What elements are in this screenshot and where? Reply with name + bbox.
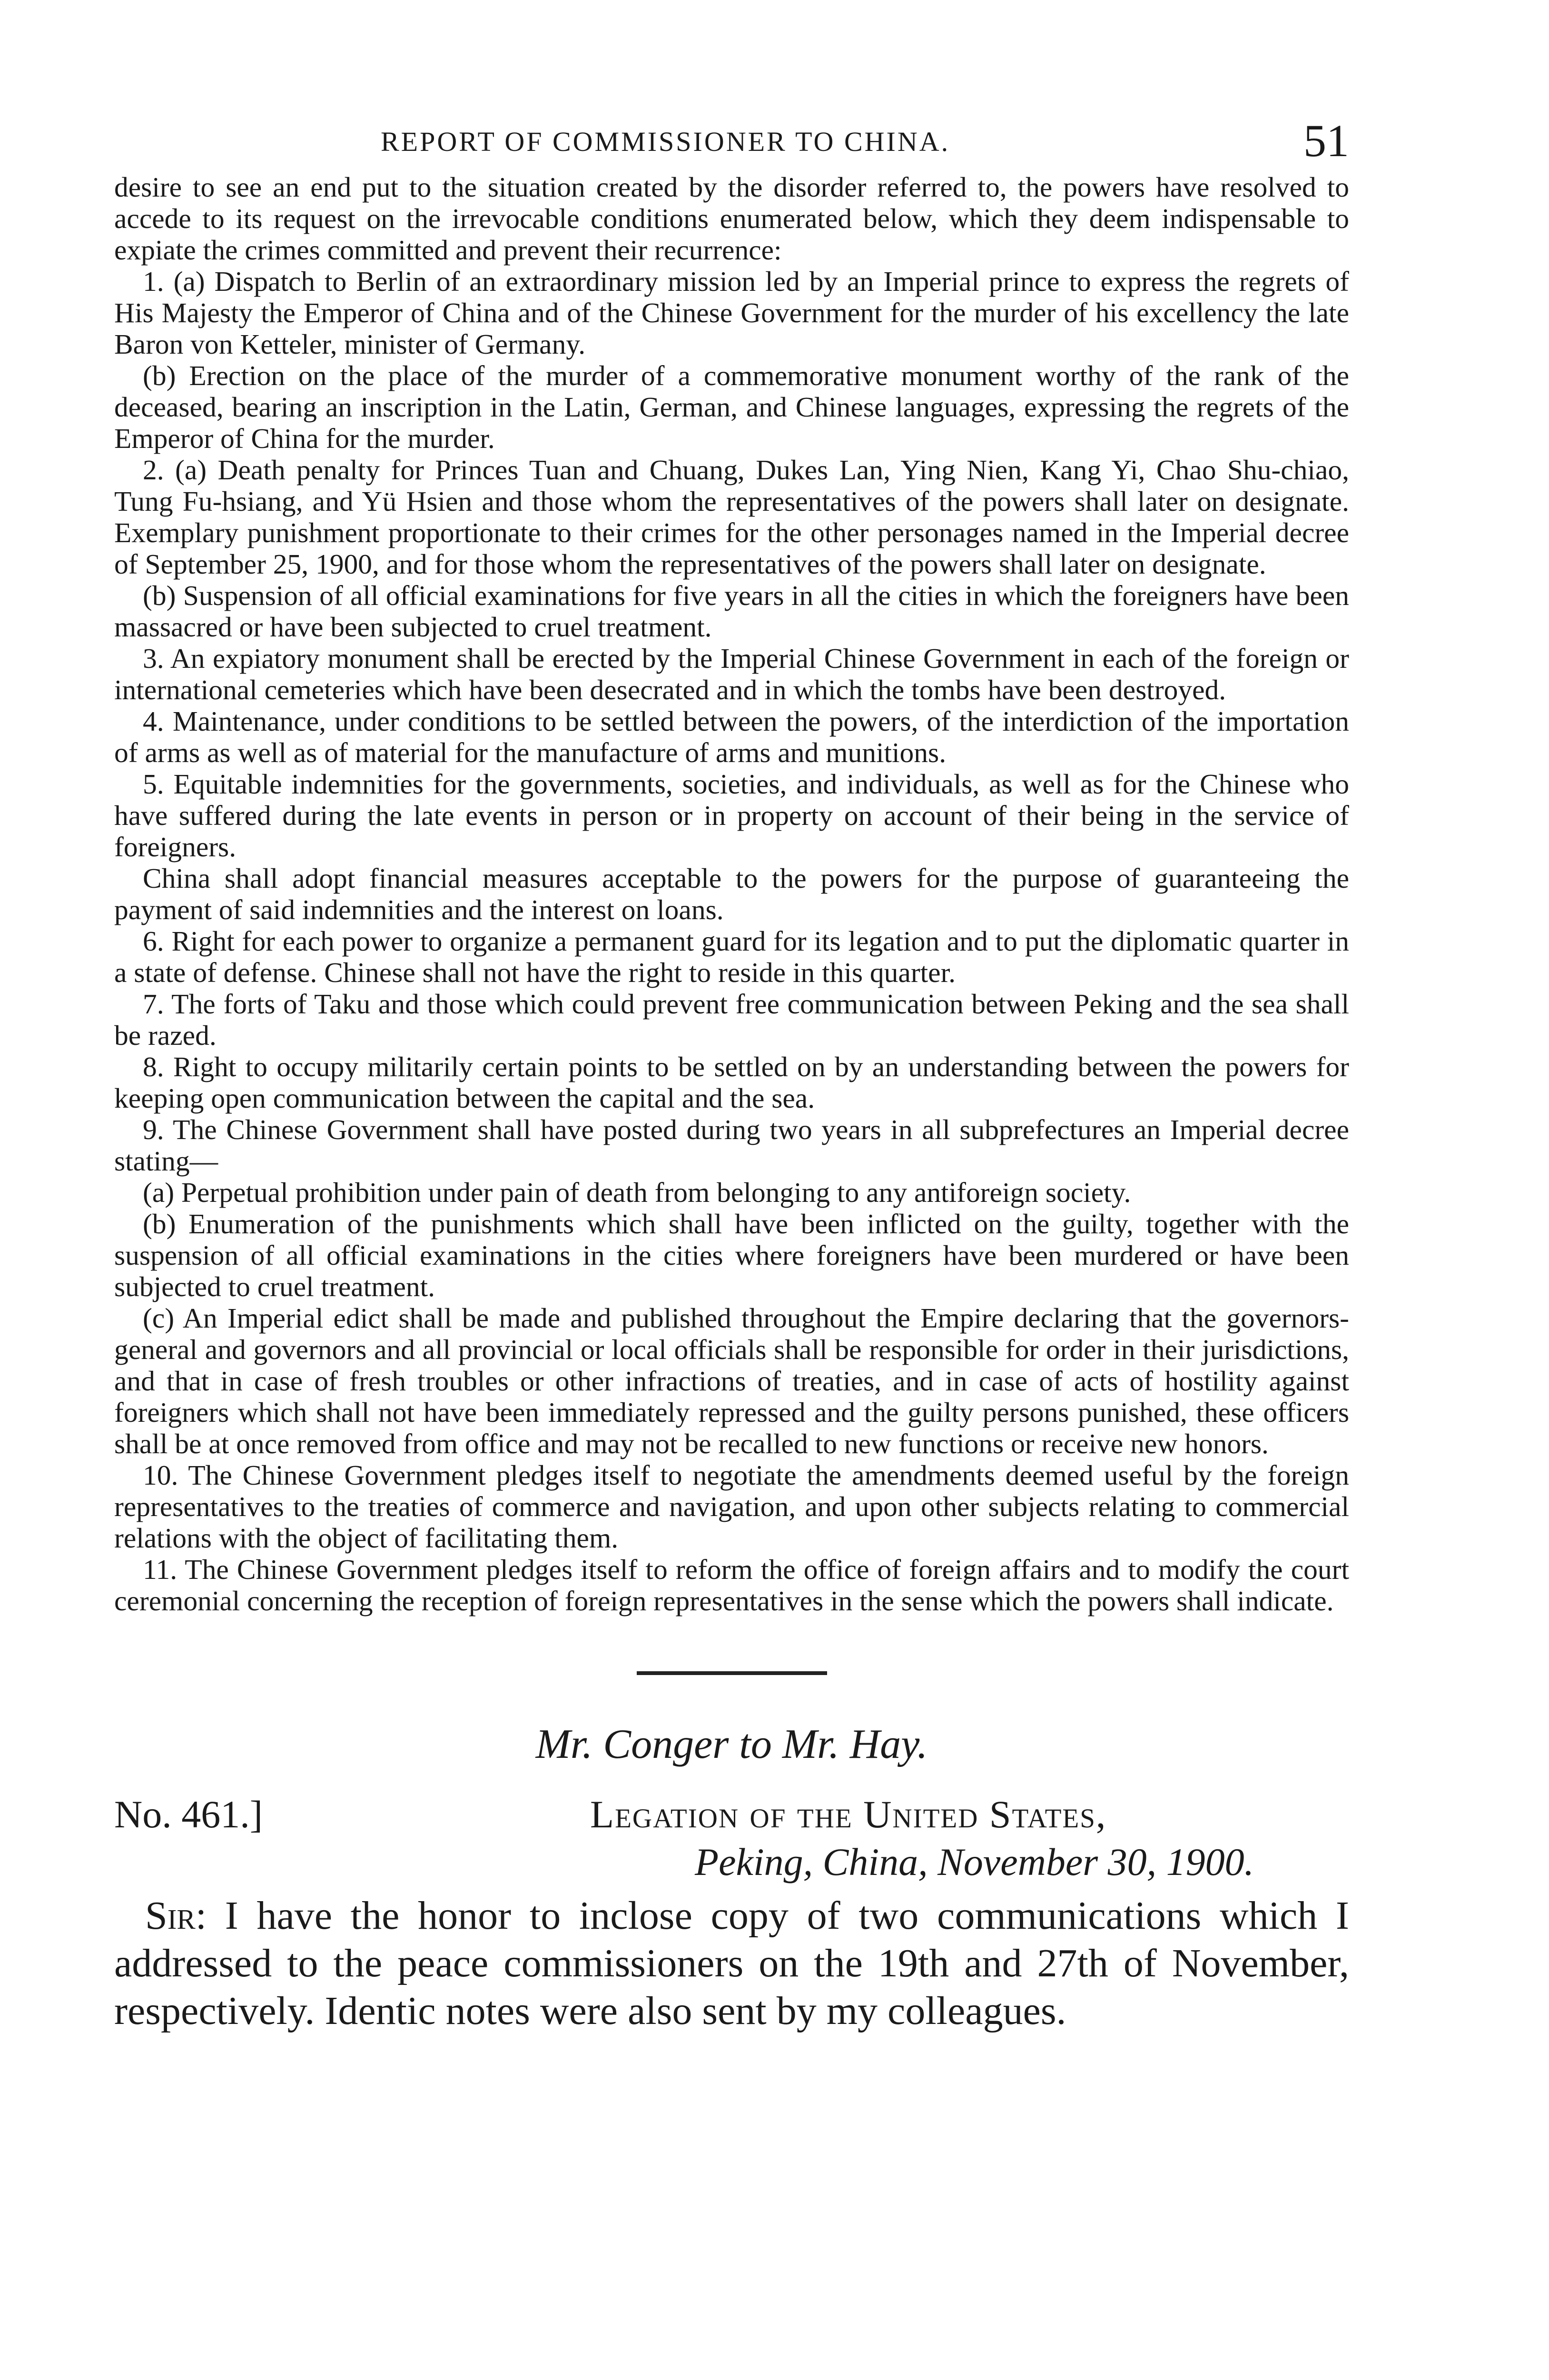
paragraph-condition-3: 3. An expiatory monument shall be erected by the Imperial Chinese Government in each of the foreign or international cemeteries which have been desecrated and in which the tombs have been destroyed.	[114, 643, 1349, 705]
paragraph-condition-5-finance: China shall adopt financial measures acceptable to the powers for the purpose of guaranteeing the payment of said indemnities and the interest on loans.	[114, 863, 1349, 925]
letter-number: No. 461.]	[114, 1793, 263, 1836]
paragraph-condition-2a: 2. (a) Death penalty for Princes Tuan and Chuang, Dukes Lan, Ying Nien, Kang Yi, Chao Shu-chiao, Tung Fu-hsiang, and Yü Hsien and those whom the representatives of the powers shall later on designate. Exemplary punishment proportionate to their crimes for the other personages named in the Imperial decree of September 25, 1900, and for those whom the representatives of the powers shall later on designate.	[114, 454, 1349, 580]
paragraph-condition-4: 4. Maintenance, under conditions to be settled between the powers, of the interdiction of the importation of arms as well as of material for the manufacture of arms and munitions.	[114, 705, 1349, 768]
paragraph-condition-1b: (b) Erection on the place of the murder of a commemorative monument worthy of the rank of the deceased, bearing an inscription in the Latin, German, and Chinese languages, expressing the regrets of the Emperor of China for the murder.	[114, 360, 1349, 454]
letter-body-text: I have the honor to inclose copy of two communications which I addressed to the peace commissioners on the 19th and 27th of November, respectively. Identic notes were also sent by my colleagues.	[114, 1894, 1349, 2033]
paragraph-condition-9c: (c) An Imperial edict shall be made and published throughout the Empire declaring that the governors-general and governors and all provincial or local officials shall be responsible for order in their jurisdictions, and that in case of fresh troubles or other infractions of treaties, and in case of acts of hostility against foreigners which shall not have been immediately repressed and the guilty persons punished, these officers shall be at once removed from office and may not be recalled to new functions or receive new honors.	[114, 1302, 1349, 1459]
paragraph-condition-10: 10. The Chinese Government pledges itself to negotiate the amendments deemed useful by the foreign representatives to the treaties of commerce and navigation, and upon other subjects relating to commercial relations with the object of facilitating them.	[114, 1459, 1349, 1554]
paragraph-condition-9b: (b) Enumeration of the punishments which shall have been inflicted on the guilty, together with the suspension of all official examinations in the cities where foreigners have been murdered or have been subjected to cruel treatment.	[114, 1208, 1349, 1302]
paragraph-condition-8: 8. Right to occupy militarily certain points to be settled on by an understanding between the powers for keeping open communication between the capital and the sea.	[114, 1051, 1349, 1114]
letter-heading: Mr. Conger to Mr. Hay.	[535, 1721, 928, 1767]
letter-meta	[114, 1792, 1349, 1892]
paragraph-condition-11: 11. The Chinese Government pledges itself to reform the office of foreign affairs and to modify the court ceremonial concerning the reception of foreign representatives in the sense which the powers shall indicate.	[114, 1554, 1349, 1616]
page-header	[114, 114, 1349, 171]
paragraph-condition-9a: (a) Perpetual prohibition under pain of death from belonging to any antiforeign society.	[143, 1177, 1131, 1208]
body-text	[114, 171, 1349, 1616]
paragraph-condition-2b: (b) Suspension of all official examinations for five years in all the cities in which the foreigners have been massacred or have been subjected to cruel treatment.	[114, 580, 1349, 643]
letter-body	[114, 1892, 1349, 2035]
paragraph-condition-9: 9. The Chinese Government shall have posted during two years in all subprefectures an Imperial decree stating—	[114, 1114, 1349, 1177]
document-page	[114, 114, 1349, 2035]
letter-salutation: Sir:	[145, 1894, 207, 1938]
running-head: REPORT OF COMMISSIONER TO CHINA.	[381, 126, 950, 157]
letter-date: Peking, China, November 30, 1900.	[695, 1840, 1254, 1884]
page-number: 51	[1303, 115, 1349, 166]
paragraph-condition-7: 7. The forts of Taku and those which could prevent free communication between Peking and the sea shall be razed.	[114, 988, 1349, 1051]
paragraph-condition-1a: 1. (a) Dispatch to Berlin of an extraordinary mission led by an Imperial prince to express the regrets of His Majesty the Emperor of China and of the Chinese Government for the murder of his excellency the late Baron von Ketteler, minister of Germany.	[114, 266, 1349, 360]
paragraph-condition-5: 5. Equitable indemnities for the governments, societies, and individuals, as well as for the Chinese who have suffered during the late events in person or in property on account of their being in the service of foreigners.	[114, 768, 1349, 863]
letter-origin: Legation of the United States,	[590, 1793, 1107, 1836]
paragraph-condition-6: 6. Right for each power to organize a permanent guard for its legation and to put the diplomatic quarter in a state of defense. Chinese shall not have the right to reside in this quarter.	[114, 925, 1349, 988]
section-divider	[637, 1671, 827, 1675]
paragraph-intro: desire to see an end put to the situation created by the disorder referred to, the powers have resolved to accede to its request on the irrevocable conditions enumerated below, which they deem indispensable to expiate the crimes committed and prevent their recurrence:	[114, 171, 1349, 266]
